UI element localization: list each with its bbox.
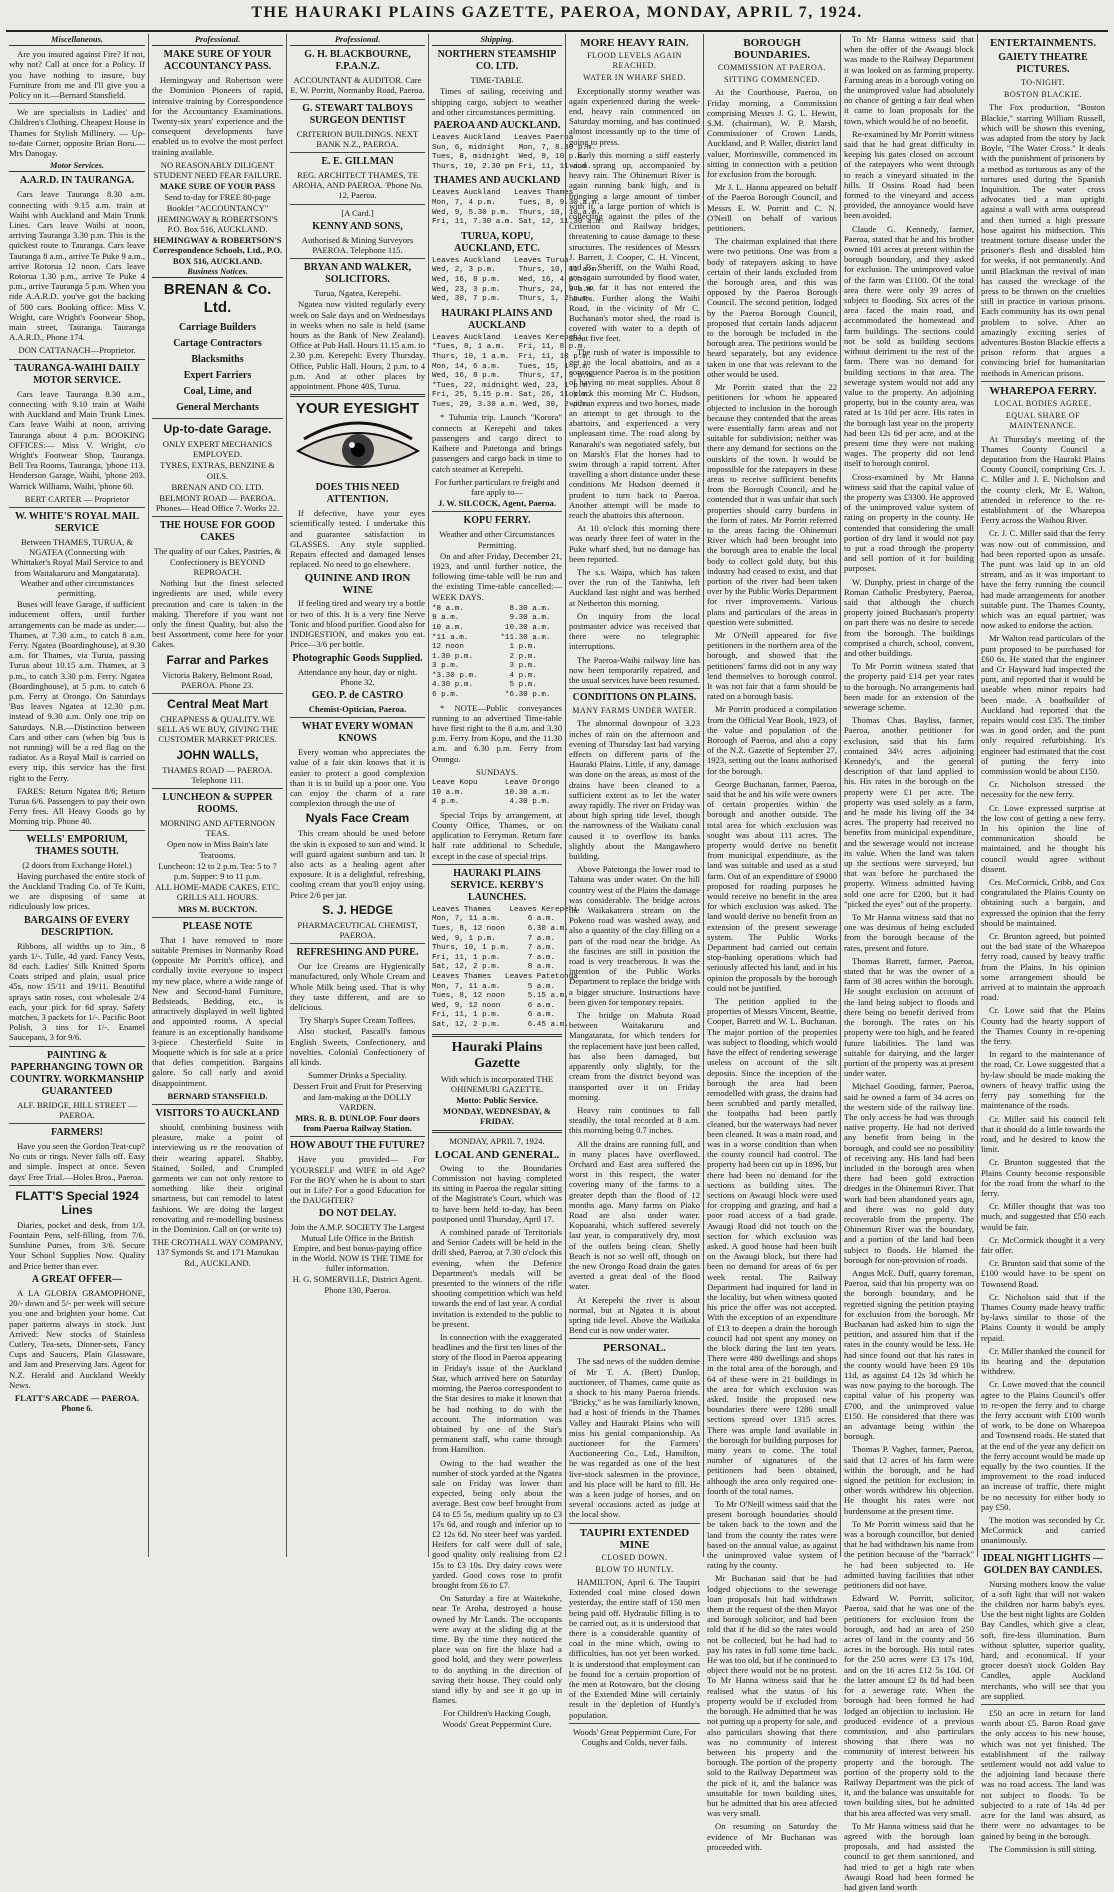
local-paragraph: On Saturday a fire at Waitekohe, near Te Aroha, destroyed a house owned by Mr Lands. The occupants were away at the sliding dig at the time. By the time they noticed the place was on fire the blaze had a good hold, and they were powerless to do anything in the direction of saving their house. They could only stand idly by and see it go up in flames.	[432, 1593, 562, 1706]
column-1	[6, 34, 148, 1557]
kopu-special: Special Trips by arrangement, at County Office, Thames, or on application to Ferryman. Return fare half rate additional to Schedule, except in the case of special trips.	[432, 809, 562, 861]
article-paragraph: Thomas Chas. Bayliss, farmer, Paeroa, another petitioner for exclusion, said that his farm contained 34½ acres adjoining Kennedy's, and the general description of that land applied to his. His rates in the borough on the property were £1 per acre. The property was used solely as a farm, and he made his living off the 34 acres. The property had received no benefits from municipal expenditure, and the sewerage would not increase its value. When the land was taken up the sections were surveyed, but that was before he purchased the property. Witness admitted having sold one acre for £200, but it had "picked the eyes" out of the property.	[844, 715, 974, 909]
gazette-nameplate: Hauraki Plains Gazette	[451, 1039, 543, 1071]
article-paragraph: The Commission is still sitting.	[989, 1843, 1097, 1854]
ad-gillman-text: REG. ARCHITECT THAMES, TE AROHA, AND PAEROA. 'Phone No. 12, Paeroa.	[292, 170, 423, 201]
ad-blackbourne-text: ACCOUNTANT & AUDITOR. Care E. W. Porritt, Normanby Road, Paeroa.	[290, 75, 425, 96]
ad-luncheon-home: ALL HOME-MADE CAKES, ETC. GRILLS ALL HOURS.	[155, 882, 280, 903]
article-paragraph: Mr Porritt stated that the 22 petitioners for whom he appeared objected to inclusion in the borough because they contended that the areas were essentially farm areas and not suitable for subdivision; neither was there any demand for sections on the outskirts of the town. It would be impossible for the ratepayers in these areas to receive sufficient benefits from the Borough Council, and he contended that it was unfair that such properties should carry burdens in the form of rates. Mr Porritt referred to the areas facing the Ohinemuri River which had been brought into the borough area to enable the local body to collect gold duty, but this industry had ceased to exist, and that portion of the river had been taken over by the Public Works Department for river improvements. Various plans and particulars of the areas in question were submitted.	[707, 382, 837, 627]
divider	[290, 717, 425, 718]
section-motor-services: Motor Services.	[9, 161, 145, 172]
divider	[152, 788, 283, 789]
article-paragraph: Cr. J. C. Miller said that the ferry was now out of commission, and had been reported upon as unsafe. The punt was laid up in an old stream, and as it was important to have the ferry running the council had made arrangements for another suitable punt. The Thames County, which was an equal partner, was now asked to endorse the action.	[981, 528, 1105, 631]
column-7	[840, 34, 977, 1892]
kopu-sundays-table: Leave Kopu Leave Orongo 10 a.m. 10.30 a.m. 4 p.m. 4.30 p.m.	[432, 779, 560, 807]
article-paragraph: HAMILTON, April 6. The Taupiri Extended coal mine closed down yesterday, the entire staff of 150 men being paid off. Hydraulic filling is to be carried out, as it is understood that there is a considerable quantity of coal in the mine which, owing to difficulties, has not yet been worked. It is understood that employment can be found for a certain proportion of the men at Rotowaro, but the closing of the Extended Mine will certainly result in the depletion of Huntly's population.	[569, 1577, 700, 1720]
section-professional: Professional.	[290, 35, 425, 46]
divider	[290, 394, 425, 397]
article-paragraph: W. Dunphy, priest in charge of the Roman Catholic Presbytery, Paeroa, said that although the church property joined Buchanan's property on part there was no desire to secede from the borough. The buildings comprised a church, school, convent, and other buildings.	[844, 576, 974, 658]
article-paragraph: Exceptionally stormy weather was again experienced during the week-end, heavy rain commenced on Saturday morning, and has continued almost incessantly up to the time of going to press.	[569, 85, 700, 147]
article-paragraph: Cr. Lowe said that the Plains County had the hearty support of the Thames County in re-opening the ferry.	[981, 1005, 1105, 1047]
article-paragraph: The chairman explained that there were two petitions. One was from a body of ratepayers asking to have certain of their lands excluded from the borough area, and this was opposed by the Paeroa Borough Council. The second petition, lodged by the Paeroa Borough Council, proposed that certain lands adjacent to the borough be included in the borough area. The petitions would be heard separately, but any evidence taken in one that was relevant to the other would be used.	[707, 236, 837, 379]
article-paragraph: The s.s. Waipa, which has taken over the run of the Taniwha, left Auckland last night and was berthed at Netherton this morning.	[569, 566, 700, 608]
divider	[152, 917, 283, 918]
ad-bryan-sub: Turua, Ngatea, Kerepehi.	[314, 288, 401, 299]
kopu-ferry-text: On and after Friday, December 21, 1923, and until further notice, the following time-table will be run and the existing Time-table cancelled:— WEEK DAYS.	[432, 550, 562, 602]
article-paragraph: Cr. Lowe expressed surprise at the low cost of getting a new ferry. In his opinion the line of communication should be maintained, and he thought his council would agree without dissent.	[981, 802, 1105, 874]
ad-tauranga-waihi-text: Cars leave Tauranga 8.30 a.m., connecting with 9.10 train at Waihi with Auckland and Main Trunk Lines. Cars leave Waihi at noon, arriving Tauranga about 4 p.m. BOOKING OFFICES:— Miss V. Wright, c/o Wright's Footwear Shop, Tauranga. Bell Tea Rooms, Tauranga, 'phone 113. Henderson Garage, Waihi, 'phone 203. Warrick Williams, Waihi, 'phone 60.	[9, 388, 145, 491]
ad-quinine-text: If feeling tired and weary try a bottle or two of this. It is a very fine Nerve Tonic and blood purifier. Good also for INDIGESTION, and makes you eat. Price—3/6 per bottle.	[290, 598, 425, 650]
ad-accountancy-name-2: HEMINGWAY & ROBERTSON'S Correspondence Schools, Ltd., P.O. BOX 516, AUCKLAND.	[152, 235, 283, 266]
article-paragraph: Mr Walton read particulars of the punt proposed to be purchased for £60 6s. He stated that the engineer and Cr Hayward had inspected the punt, and reported that it would be useable when minor repairs had been made. A boatbuilder of Auckland had reported that the repairs would cost £35. The timber was in good order, and the punt only required refurbishing. It's engineer had estimated that the cost of putting the ferry into commission would be about £150.	[981, 633, 1105, 776]
route-hauraki-table: Leaves Auckland Leaves Kerepehi *Tues, 8, 1 a.m. Fri, 11, 8 p.m. Thurs, 10, 1 a.m. Fri, 11, 10 p.m. Mon, 14, 6 a.m. Tues, 15, 1 p.m. Wed, 16, 8 p.m. Thurs, 17, 3 p.m. *Tues, 22, midnight Wed, 23, 1 p.m. Fri, 25, 5.15 p.m. Sat, 26, 11 p.m. Tues, 29, 3.30 a.m. Wed, 30, 2 p.m.	[432, 333, 597, 409]
kopu-ferry-title: KOPU FERRY.	[463, 515, 531, 527]
article-paragraph: Re-examined by Mr Porritt witness said that he had great difficulty in keeping his gates closed on account of the ratepayers who went through to reach a vineyard situated in the hills. If Ossins Road had been formed to the vineyard and access provided, the annoyance would have been avoided.	[844, 128, 974, 221]
ad-fire-insurance: Are you insured against Fire? If not, why not? Call at once for a Policy. If you have nothing to insure, buy Furniture from me and I'll give you a Policy on it.—Bernard Stansfield.	[9, 49, 145, 101]
eye-illustration-icon	[294, 421, 422, 479]
ad-drinks: Summer Drinks a Speciality.	[308, 1070, 407, 1081]
gaiety-title: GAIETY THEATRE PICTURES.	[998, 52, 1088, 75]
ad-gillman-title: E. E. GILLMAN	[321, 156, 394, 168]
ad-photo-title: Photographic Goods Supplied.	[292, 652, 423, 664]
article-ferry-sub: EQUAL SHARE OF MAINTENANCE.	[1005, 411, 1081, 431]
article-paragraph: At Kerepehi the river is about normal, but at Ngatea it is about spring tide level. Above the Waikaka Bend cut is now under water.	[569, 1294, 700, 1336]
ad-cakes-title: THE HOUSE FOR GOOD CAKES	[159, 520, 276, 544]
article-mine-title: TAUPIRI EXTENDED MINE	[579, 1526, 690, 1551]
divider	[290, 258, 425, 259]
ad-delay: DO NOT DELAY.	[318, 1208, 397, 1220]
ad-hedge-sub: PHARMACEUTICAL CHEMIST, PAEROA.	[297, 919, 418, 940]
divider	[152, 516, 283, 517]
shipping-further: For further particulars re freight and fare apply to—	[434, 476, 560, 497]
ad-visitors-title: VISITORS TO AUCKLAND	[155, 1108, 280, 1120]
ad-meat-mart-address: THAMES ROAD — PAEROA. Telephone 111.	[162, 764, 273, 785]
article-paragraph: Claude G. Kennedy, farmer, Paeroa, stated that he and his brother owned 101 acres at present within the borough boundary, and they asked for exclusion. The unimproved value of the farm was £1100. Of the total area there were only 39 acres of subject to flooding. Six acres of the area faced the main road, and accommodated the homestead and farm buildings. The sections could not be sold as building sections without detriment to the rest of the farm. There was no demand for building sections in that area. The sewerage system would not add any value to the property. An adjoining property, but in the county area, was rated at 1s 10d per acre. His rates in the borough last year on the property had been 12s 6d per acre, and at the present time they were not making wages. The property did not lend itself to borough control.	[844, 223, 974, 469]
ad-farmers-text: Have you seen the Gordon Teat-cup? No cuts or rings. Never falls off. Easy and simple. Inspect at once. Seven days' Free Trial.—Holes Bros., Paeroa.	[9, 1141, 145, 1182]
divider	[290, 1136, 425, 1137]
ad-kenny-title: KENNY AND SONS,	[312, 220, 403, 232]
route-turua-table: Leaves Auckland Leaves Turua Wed, 2, 3 p.m. Thurs, 10, 11 a.m. Wed, 16, 8 p.m. Wed, 16, 4 p.m. Wed, 23, 3 p.m. Thurs, 24, 9 a.m. Wed, 30, 7 p.m. Thurs, 1, 2 p.m.	[432, 256, 601, 304]
divider	[9, 507, 145, 508]
article-paragraph: Cr. Miller thought that was too much, and suggested that £50 each would be fair.	[981, 1201, 1105, 1232]
divider	[569, 688, 700, 689]
article-boundaries-title: BOROUGH BOUNDARIES.	[733, 37, 811, 61]
kopu-sundays: SUNDAYS.	[476, 766, 518, 777]
local-general-title: LOCAL AND GENERAL.	[434, 1148, 560, 1161]
article-paragraph: Cr. Brunton agreed, but pointed out the bad state of the Wharepoa ferry road, caused by heavy traffic from the Plains. In his opinion some arrangement should be arrived at to maintain the approach road.	[981, 931, 1105, 1003]
ad-cakes-text-2: Nothing but the finest selected ingredients are used, while every precaution and care is taken in the making. Therefore if you want not only the finest Quality, but also the best Assortment, come here for your Cakes.	[152, 578, 283, 650]
ad-garage-address: BELMONT ROAD — PAEROA. Phones— Head Office 7. Works 22.	[155, 493, 280, 514]
divider	[569, 1523, 700, 1524]
article-ferry-title: WHAREPOA FERRY.	[989, 384, 1097, 397]
ad-offer-text: A LA GLORIA GRAMOPHONE, 20/- down and 5/- per week will secure you one and brighten your home. Cut paper patterns always in stock. Just Arrived: New stocks of Stainless Cutlery, Tea-sets, Dinner-sets, Fancy Cups and Saucers, Plain Glassware, and Jam and Preserving Jars. Agent for N.Z. Herald and Auckland Weekly News.	[9, 1287, 145, 1390]
ad-tauranga-waihi-title: TAURANGA-WAIHI DAILY MOTOR SERVICE.	[14, 362, 140, 386]
article-paragraph: To Mr Hanna witness said that no one was desirous of being excluded from the borough because of the rates, present and future.	[844, 912, 974, 953]
ad-accountancy-pass: MAKE SURE OF YOUR PASS	[159, 181, 276, 192]
article-paragraph: Edward W. Porritt, solicitor, Paeroa, said that he was one of the petitioners for exclusion from the borough, and had an area of 250 acres of land in the county and 56 acres in the borough. His total rates for the 250 acres were £3 17s 10d, and on the 16 acres £12 5s 10d. Of the latter amount £2 8s 8d had been for a sewerage rate. When the borough had been formed he had lodged an objection to inclusion. He produced evidence of a previous commission, and also particulars showing that there was no community of interest between his property and the borough. The portion of the property sold to the Railway Department was the pick of it, and the balance was unsuitable for town building sites, but he admitted that his area affected was very small.	[844, 1593, 974, 1818]
article-paragraph: The Fox production, "Boston Blackie," starring William Russell, which will be shown this evening, was adapted from the story by Jack Boyle, "The Water Cross." It deals with the punishment of prisoners by a method as torturous as any of the tortures used during the Spanish Inquisition. The water cross advocates tied a man upright against a wall with arms outspread and then turned a high pressure hose against his midsection. This treatment torture disease under the prisoner's flesh and disabled him for weeks, if not permanently. And until Blackman the revival of man has caused the wreckage of the press to be thrown on the cruelties still in practice in various prisons. Each community has its own penal problem to solve. After an amazingly exciting series of adventures Boston Blackie effects a prison reform that argues a convincing brief for humanitarian methods in American prisons.	[981, 102, 1105, 378]
local-paragraph: Owing to the bad weather the number of stock yarded at the Ngatea sale on Friday was lower than expected, being only about the average. Best cow beef brought from £4 to £5 5s, medium quality up to £3 17s 6d, and rough and inferior up to £2 12s 6d. No steer beef was yarded. Heifers for calf were dull of sale, good quality only realising from £2 15s to £3 10s. Dry dairy cows were yarded. Good cows rose to profit brought from £6 to £7.	[432, 1457, 562, 1590]
route-thames-auckland-table: Leaves Auckland Leaves Thames Mon, 7, 4 p.m. Tues, 8, 9.30 a.m. Wed, 9, 5.30 p.m. Thurs, 10, 10 a.m. Fri, 11, 7.30 a.m. Sat, 12, 11.30 a.m.	[432, 189, 606, 227]
ad-notice-text: That I have removed to more suitable Premises in Normanby Road (opposite Mr Porritt's office), and cordially invite everyone to inspect my new place, where a wide range of New and Second-hand Furniture, Bedsteads, Bedding, etc., is attractively displayed in well lighted and appointed rooms. A special feature is an exceptionally handsome 3-piece Chesterfield Suite in Moquette which is for sale at a price that defies competition. Bargains galore. So call early and avoid disappointment.	[152, 934, 283, 1088]
section-miscellaneous: Miscellaneous.	[9, 35, 145, 46]
article-paragraph: Cr. Brunton suggested that the Plains County become responsible for the road from the wharf to the ferry.	[981, 1157, 1105, 1198]
kopu-ferry-note: * NOTE—Public conveyances running to an advertised Time-table have first right to the 8 a.m. and 3.30 p.m. Ferry from Kopu, and the 11.30 a.m. and 6.30 p.m. Ferry from Orongo.	[432, 702, 562, 764]
article-rain-title: MORE HEAVY RAIN.	[580, 37, 689, 49]
ad-photo-text: Attendance any hour, day or night. Phone 32.	[297, 666, 418, 687]
article-paragraph: Thomas P. Vagher, farmer, Paeroa, said that 12 acres of his farm were within the borough, and he had signed the petition for exclusion; in other words withdrew his objection. He thought his rates were not burdensome at the present time.	[844, 1444, 974, 1516]
ad-flatt-sign: FLATT'S ARCADE — PAEROA. Phone 6.	[14, 1392, 140, 1414]
divider	[9, 1185, 145, 1186]
divider	[432, 511, 562, 512]
ad-flatt-text: Diaries, pocket and desk, from 1/3. Fountain Pens, self-filling, from 7/6. Sunshine Purses, from 3/6. Secure Your School Supplies Now. Quality and Price better than ever.	[9, 1219, 145, 1271]
article-paragraph: Cr. Brunton said that some of the £100 would have to be spent on Townsend Road.	[981, 1258, 1105, 1289]
article-paragraph: £50 an acre in return for land worth about £5. Baron Road gave the only access to his new house, which was not yet finished. The establishment of the railway settlement would not add value to the adjoining land because there was no road access. The land was not subject to floods. To be subjected to a rate of 14s 4d per acre for the land was absurd, as there were no advantages to be gained by being in the borough.	[981, 1708, 1105, 1841]
article-paragraph: The petition applied to the properties of Messrs Vincent, Beattie, Cooper, Barrett and W. L. Buchanan. The major portion of the properties was subject to flooding, which would have the effect of rendering sewerage useless on account of the silt deposits. Since the inception of the borough the area had been remodelled with grass, the drains had been scrubbed and partly metalled, the footpaths had been partly cleaned, but the waterways had never been cleaned. It was a main road, and was in a worse condition than when the county council had control. The property had been cut up in 1896, but there had been no demand for the sections as building sites. The sections on Awaugi block were used for cropping and grazing, and had a poor road access of a bad grade. Awaugi Road did not touch on the section for which exclusion was asked. A good house had been built on the Awaugi block, but there had been no demand for areas of 6s per week rental. The Railway Department had inquired for land in the locality, but when witness quoted his price the offer was not accepted. With the exception of an expenditure of £13 to deepen a drain the borough council had not spent any money on the block during the last ten years. There were 480 dwellings and shops in the total area of the borough, and 64 of these were in 21 buildings in the area for which exclusion was asked. Inside the proposed new boundaries there were 1286 small sections spread over 1315 acres. There was ample land available in the borough for building purposes for many years to come. The total number of signatures of the petitioners had been obtained, although the area only required one-fourth of the total names.	[707, 996, 837, 1496]
ad-bargains-title: BARGAINS OF EVERY DESCRIPTION.	[24, 914, 130, 938]
masthead-rule	[6, 30, 1108, 32]
article-paragraph: To Mr O'Neill witness said that the present borough boundaries should be taken back to the town and the land from the county the rates were based on the annual value, as against the unimproved value system of rating by the county.	[707, 1499, 837, 1571]
section-shipping: Shipping.	[432, 35, 562, 46]
article-paragraph: At the Courthouse, Paeroa, on Friday morning, a Commission comprising Messrs J. G. L. Hewitt, S.M. (chairman), W. P. Marsh, Commissioner of Crown Lands, Auckland, and P. Waller, district land valuer, Morrinsville, commenced its sitting in connection with a petition for exclusion from the borough.	[707, 87, 837, 180]
divider	[152, 693, 283, 694]
ad-accountancy-text: Hemingway and Robertson were the Dominion Pioneers of rapid, intensive training by Correspondence for the Accountancy Examinations. Twenty-six years' experience and the consequent developments have enabled us to evolve the most perfect training available.	[152, 75, 283, 157]
kopu-ferry-table: *8 a.m. 8.30 a.m. 9 a.m. 9.30 a.m. 10 a.m. 10.30 a.m. *11 a.m. *11.30 a.m. 12 noon 1 p.m. 1.30 p.m. 2 p.m. 3 p.m. 3 p.m. *3.30 p.m. 4 p.m. 4.30 p.m. 5 p.m. 6 p.m. *6.30 p.m.	[432, 604, 551, 700]
ad-candles-text: Nursing mothers know the value of a soft light that will not waken the children nor harm baby's eyes. Use the best night lights are Golden Bay Candles, which give a clear, soft, fire-less illumination. Burn without splutter, superior quality, hard, and economical. If your grocer doesn't stock Golden Bay Candles, apple Auckland merchants, who will see that you are supplied.	[981, 1578, 1105, 1701]
article-plains-title: CONDITIONS ON PLAINS.	[572, 692, 697, 704]
ad-whites-text: Buses will leave Garage, if sufficient inducement offers, until further arrangements can be made as under:— Thames, at 7.30 a.m., to catch 8 a.m. Ferry. Ngatea (Boardinghouse), at 9.30 a.m. for Thames, via Turua, passing Turua about 10.15 a.m. Thames, at 3 p.m., to catch 3.30 p.m. Ferry. Ngatea (Boardinghouse), at 5 p.m. to catch 6 p.m. Ferry at Orongo. On Saturdays 'Bus leaves Ngatea at 12.30 p.m. instead of 9.30 a.m. Only one trip on Saturdays. N.B.—Distinction between Cars and other cars (when big 'bus is not running) will be a red flag on the radiator. As a Royal Mail is carried on every trip, this service has the first right to the Ferry.	[9, 599, 145, 783]
article-ferry-sub: LOCAL BODIES AGREE.	[994, 398, 1092, 408]
route-paeroa-auckland-title: PAEROA AND AUCKLAND.	[433, 120, 561, 132]
article-paragraph: George Buchanan, farmer, Paeroa, said that he and his wife were owners of certain properties within the borough and another outside. The total area for which exclusion was sought was about 111 acres. The property would derive no benefit from municipal expenditure, as the land was suitable and used as a stud farm. Out of an expenditure of £9000 proposed for roading purposes he would receive no benefit in the area for which exclusion was asked. The land would derive no benefit from an extension of the present sewerage system. The Public Works Department had carried out certain stop-banking operations which had seriously affected his land, and in his opinion the proposals by the borough could not be justified.	[707, 778, 837, 993]
column-2	[148, 34, 286, 1557]
ad-notice-title: PLEASE NOTE	[182, 920, 253, 932]
ad-sharp: Try Sharp's Super Cream Toffees.	[299, 1015, 416, 1026]
divider	[569, 1338, 700, 1339]
ad-brenan-line: Blacksmiths	[191, 354, 244, 366]
article-paragraph: Mr J. L. Hanna appeared on behalf of the Paeroa Borough Council, and Messrs E. W. Porritt and C. N. O'Neill on behalf of various petitioners.	[707, 182, 837, 234]
gaiety-feature: BOSTON BLACKIE.	[1003, 90, 1083, 100]
article-paragraph: On inquiry from the local postmaster advice was received that there were no telegraphic interruptions.	[569, 610, 700, 652]
ad-eyesight-title: YOUR EYESIGHT	[295, 400, 420, 418]
ad-future-title: HOW ABOUT THE FUTURE?	[290, 1140, 425, 1152]
ad-accountancy-name: HEMINGWAY & ROBERTSON'S P.O. Box 516, AUCKLAND.	[157, 213, 278, 235]
article-paragraph: On resuming on Saturday the evidence of Mr Buchanan was proceeded with.	[707, 1821, 837, 1852]
gazette-date: MONDAY, APRIL 7, 1924.	[449, 1135, 545, 1146]
ad-meat-mart-title: Central Meat Mart	[167, 696, 268, 711]
ad-sweets: Also stocked, Pascall's famous English Sweets, Confectionery, and novelties. Colonial Confectionery of all kinds.	[290, 1026, 425, 1067]
gazette-sub: With which is incorporated THE OHINEMURI GAZETTE.	[440, 1073, 554, 1094]
ad-visitors-text: should, combining business with pleasure, make a point of interviewing us re the renovation of their wearing apparel. Shabby, Stained, Soiled, and Crumpled garments we can not only restore to something like their original smartness, but can remodel to latest fashions. We are doing the largest renovating and re-modelling business in the Dominion. Call on (or write to)	[152, 1122, 283, 1235]
article-paragraph: In regard to the maintenance of the road, Cr. Lowe suggested that a by-law should be made making the owners of heavy traffic using the ferry pay something for the maintenance of the roads.	[981, 1049, 1105, 1111]
article-boundaries-sub: SITTING COMMENCED.	[723, 75, 821, 85]
shipping-timetable-label: TIME-TABLE.	[470, 75, 524, 86]
ad-luncheon-name: MRS M. BUCKTON.	[177, 903, 258, 914]
ad-offer-title: A GREAT OFFER—	[31, 1273, 123, 1285]
ad-candles-title: IDEAL NIGHT LIGHTS — GOLDEN BAY CANDLES.	[982, 1552, 1104, 1576]
divider	[981, 1549, 1105, 1550]
route-paeroa-auckland-table: Leaves Auckland Leaves Paeroa Sun, 6, midnight Mon, 7, 8.30 p.m. Tues, 8, midnight Wed, 9, 10 p.m. Thurs, 10, 2.30 pm Fri, 11, 11 a.m.	[432, 134, 597, 171]
entertainments-title: ENTERTAINMENTS.	[989, 37, 1097, 49]
local-paragraph: A combined parade of Territorials and Senior Cadets will be held in the drill shed, Paeroa, at 7.30 o'clock this evening, when the Defence Department's medals will be presented to the winners of the rifle shooting competition which was held towards the end of last year. A cordial invitation is extended to the public to be present.	[432, 1227, 562, 1329]
article-paragraph: Mr O'Neill appeared for five petitioners in the northern area of the borough, and showed that the petitioners' farms did not in any way lend themselves to borough control. It was not fair that a farm should be rated on a borough basis.	[707, 629, 837, 702]
article-paragraph: To Mr Porritt witness said that he was a borough councillor, but denied that he had withdrawn his name from the petition because of the "barrack" he had been subjected to. He admitted having facilities that other petitioners did not have.	[844, 1518, 974, 1591]
article-paragraph: Mr Buchanan said that he had lodged objections to the sewerage loan proposals but had withdrawn them at the request of the then Mayor and borough solicitor, and had been told that if he did so the rates would not be collected, but he had had to pay his rates in full some time back. He was too old, but if he continued to object there would not be no protest. To Mr Hanna witness said that he realised what the status of his property would be if excluded from the borough. He admitted that he was not putting up a property for sale, and also particulars showing that there was no community of interest between his property and the borough. The portion of the property sold to the Railway Department was the pick of it, and the balance was unsuitable for town building sites, but he admitted that his area affected was very small.	[707, 1573, 837, 1819]
ad-dessert: Dessert Fruit and Fruit for Preserving and Jam-making at the DOLLY VARDEN.	[292, 1081, 423, 1112]
ad-woods: Woods' Great Peppermint Cure, For Coughs and Colds, never fails.	[572, 1726, 697, 1748]
column-3	[286, 34, 428, 1557]
divider	[432, 864, 562, 865]
divider	[9, 1046, 145, 1047]
ad-children-cough: For Children's Hacking Cough, Woods' Great Peppermint Cure.	[442, 1708, 552, 1729]
ad-wells-text: Having purchased the entire stock of the Auckland Trading Co. of Te Kuiti, we are disposing of same at ridiculously low prices.	[9, 870, 145, 912]
ad-refresh-text: Our Ice Creams are Hygienically manufactured, only Whole Cream and Whole Milk being used. That is why they taste different, and are so delicious.	[290, 961, 425, 1012]
route-thames-auckland-title: THAMES AND AUCKLAND	[433, 175, 561, 187]
ad-garage-text: ONLY EXPERT MECHANICS EMPLOYED.	[162, 439, 273, 460]
divider	[9, 830, 145, 831]
ad-refresh-title: REFRESHING AND PURE.	[296, 947, 419, 959]
article-rain-sub: WATER IN WHARF SHED.	[583, 73, 686, 83]
column-5	[565, 34, 703, 1748]
ad-eyesight-text: If defective, have your eyes scientifically tested. I undertake this and guarantee satisfaction in GLASSES. Any style supplied. Repairs effected and damaged lenses replaced. No need to go elsewhere.	[290, 508, 425, 570]
article-paragraph: At 10 o'clock this morning there was nearly three feet of water in the Puke wharf shed, but no damage has been reported.	[569, 523, 700, 564]
gazette-days: MONDAY, WEDNESDAY, & FRIDAY.	[443, 1106, 551, 1127]
local-paragraph: Owing to the Boundaries Commission not having completed its sitting in Paeroa the regular sitting of the Magistrate's Court, which was to have been held to-day, has been postponed until Thursday, April 17.	[432, 1162, 562, 1224]
ad-garage-name: BRENAN AND CO. LTD.	[171, 481, 264, 492]
ad-card: [A Card.]	[341, 207, 374, 218]
ad-bargains-text: Ribbons, all widths up to 3in., 8 yards 1/-. Tulle, 4d yard. Fancy Vests, 8d each. Ladies' Silk Knitted Sports Coats striped and plain, usual price 45s, now 15/11 and 19/11. Beautiful sprays satin roses, cost wholesale 2/4 each, your pick for 6d spray. Safety matches, 3 packets for 1/-. Pacific Boot Polish, 3 tins for 1/-. Enamel Saucepans, 3 for 9/6.	[9, 940, 145, 1043]
article-paragraph: Thomas Barrett, farmer, Paeroa, stated that he was the owner of a farm of 38 acres within the borough. He sought exclusion on account of the land being subject to floods and there being no benefit derived from the borough. The rates on his property were too high, and he feared future liabilities. The land was suitable for dairying, and the larger portion of the property was at present under water.	[844, 955, 974, 1079]
ad-nyals-text: This cream should be used before the skin is exposed to sun and wind. It will guard against sunburn and tan. It also acts as a healing agent after exposure. It is a delightful, refreshing, cooling cream that you'll enjoy using. Price 2/6 per jar.	[290, 828, 425, 900]
ad-farmers-title: FARMERS!	[50, 1127, 104, 1139]
ad-woman-title: WHAT EVERY WOMAN KNOWS	[301, 721, 414, 745]
article-paragraph: Above Patetonga the lower road to Tahuna was under water. On the hill country west of the Plains the damage was considerable. The bridge across the Waikakatrera stream on the Pokeno road was washed away, and also a quantity of the clay filling on a part of the road near the bridge. As the fascines are still in position the road is very treacherous. It was the intention of the Public Works Department to replace the bridge with a bigger structure. Instructions have been given for temporary repairs.	[569, 864, 700, 1007]
article-paragraph: To Mr Porritt witness stated that the property paid £14 per year rates to the borough. No arrangements had been made for an extension of the sewerage scheme.	[844, 661, 974, 712]
article-paragraph: At Thursday's meeting of the Thames County Council a deputation from the Hauraki Plains County Council, comprising Crs. J. C. Miller and J. E. Nicholson and the county clerk, Mr E. Walton, attended in reference to the re-establishment of the Wharepoa Ferry across the Waihou River.	[981, 433, 1105, 526]
ad-meat-mart-text: CHEAPNESS & QUALITY. WE SELL AS WE BUY, GIVING THE CUSTOMER MARKET PRICES.	[157, 713, 278, 745]
ad-hedge-title: S. J. HEDGE	[322, 902, 393, 917]
gaiety-tonight: TO-NIGHT.	[1021, 78, 1065, 87]
ad-whites-title: W. WHITE'S ROYAL MAIL SERVICE	[14, 510, 140, 534]
ad-flatt-title: FLATT'S Special 1924 Lines	[15, 1188, 139, 1217]
article-paragraph: Mr Porritt produced a compilation from the Official Year Book, 1923, of the value and population of the Borough of Paeroa, and also a copy of the N.Z. Gazette of September 27, 1923, setting out the loans authorised for the borough.	[707, 704, 837, 776]
ad-brenan-line: General Merchants	[176, 402, 259, 414]
ad-amp: Join the A.M.P. SOCIETY The Largest Mutual Life Office in the British Empire, and best bonus-paying office in the World. NOW IS THE TIME for fuller information.	[290, 1222, 425, 1274]
ad-wells-sub: (2 doors from Exchange Hotel.)	[22, 859, 132, 870]
ad-notice-name: BERNARD STANSFIELD.	[167, 1090, 268, 1101]
article-paragraph: Crs. McCormick, Cribb, and Cox congratulated the Plains County on obtaining such a bargain, and expressed the opinion that the ferry should be maintained.	[981, 877, 1105, 928]
divider	[152, 418, 283, 419]
kopu-ferry-sub: Weather and other Circumstances Permitting.	[439, 529, 555, 550]
ad-future-text: Have you provided— For YOURSELF and WIFE in old Age? For the BOY when he is about to start out in Life? For a good Education for the DAUGHTER?	[290, 1154, 425, 1206]
ad-garage-title: Up-to-date Garage.	[163, 422, 272, 437]
ad-tauranga-waihi-proprietor: BERT CARTER — Proprietor	[24, 493, 130, 504]
ad-painting-name: ALF. BRIDGE, HILL STREET — PAEROA.	[17, 1099, 137, 1120]
article-paragraph: To Mr Hanna witness said that when the offer of the Awaugi block was made to the Railway Department it was looked on as farming property. Farming areas in a borough voting on the unimproved value had absolutely no chance of getting a fair deal when it came to loan proposals for the town, which would be of no benefit.	[844, 34, 974, 126]
ad-castro-name: GEO. P. de CASTRO	[311, 689, 404, 701]
divider	[9, 359, 145, 360]
article-paragraph: The sad news of the sudden demise of Mr T. A. (Bert) Dunlop, auctioneer, of Thames, came quite as a shock to his many Paeroa friends. "Bricky," as he was familiarly known, had a host of friends in the Thames Valley and Hauraki Plains who will miss his genial companionship. As auctioneer for the Farmers' Auctioneering Co., Ltd., Hamilton, he was regarded as one of the best live-stock salesmen in the province, and his place will be hard to fill. He was a keen judge of horses, and on several occasions acted as judge at the local show.	[569, 1356, 700, 1520]
ad-quinine-title: QUININE AND IRON WINE	[304, 572, 411, 597]
ad-farrar-title: Farrar and Parkes	[166, 652, 269, 667]
ad-ladies-clothing: We are specialists in Ladies' and Children's Clothing. Cheapest House in Thames for Stylish Millinery. — Up-to-date Corner, opposite Brian Boru.—Mrs Danogay.	[9, 107, 145, 159]
ad-bryan-text: Ngatea now visited regularly every week on Sale days and on Wednesdays in weeks when no sale is held (same hours as the Bank of New Zealand). Office at Pub Hall. Hours 11.15 a.m. to 2.30 p.m. Kerepehi: Every Thursday. Office, Public Hall. Hours, 2 p.m. to 4 p.m. And at other places by appointment. Phone 40S, Turua.	[290, 299, 425, 392]
article-paragraph: The bridge on Mahuta Road between Waitakaruru and Mangatarata, for which tenders for the replacement have just been called, has also been damaged, but apparently only slightly, for the cream from the district beyond was transported over it on Friday morning.	[569, 1010, 700, 1102]
local-paragraph: In connection with the exaggerated headlines and the first ten lines of the story of the flood in Paeroa appearing in Friday's issue of the Auckland Star, which arrived here on Saturday morning, the Paeroa correspondent to the Star desires to make it known that he had nothing to do with the account. The information was obtained by one of the Star's permanent staff, who came through from Hamilton.	[432, 1332, 562, 1455]
ad-eyesight-heading: DOES THIS NEED ATTENTION.	[315, 482, 400, 506]
article-paragraph: Cr. Miller said his council felt that it should do a little towards the road, and he desired to know the limit.	[981, 1113, 1105, 1155]
gazette-motto: Motto: Public Service.	[456, 1095, 538, 1106]
ad-wells-title: WELLS' EMPORIUM, THAMES SOUTH.	[26, 833, 128, 857]
article-mine-sub: CLOSED DOWN.	[601, 1552, 668, 1562]
ad-whites-between: Between THAMES, TURUA, & NGATEA (Connecting with Whittaker's Royal Mail Service to and from Waitakaruru and Mangatarata). Weather and other circumstances permitting.	[11, 536, 143, 598]
divider	[432, 1034, 562, 1037]
ad-nyals-title: Nyals Face Cream	[305, 811, 410, 826]
divider	[290, 204, 425, 205]
ad-farrar-text: Victoria Bakery, Belmont Road, PAEROA. Phone 23.	[162, 669, 273, 690]
divider	[9, 103, 145, 104]
ad-cakes-text: The quality of our Cakes, Pastries, & Confectionery is BEYOND REPROACH.	[153, 546, 282, 577]
shipping-agent: J. W. SILCOCK, Agent, Paeroa.	[437, 498, 557, 509]
article-paragraph: Cr. McCormick thought it a very fair offer.	[981, 1234, 1105, 1255]
column-4	[428, 34, 606, 1729]
ad-luncheon-text: MORNING AND AFTERNOON TEAS.	[159, 817, 276, 839]
ad-aard-title: A.A.R.D. IN TAURANGA.	[19, 175, 135, 187]
article-paragraph: Cr. Lowe moved that the council agree to the Plains Council's offer to re-open the ferry and to charge the ferry account with £100 worth of work, to be done on Wharepoa and Townsend roads. He stated that at the end of the year any deficit on the ferry account would be made up equally by the two counties. If the improvement to the road induced an increase of traffic, there might be no necessity for either body to pay £50.	[981, 1379, 1105, 1512]
ad-brenan-line: Expert Farriers	[183, 370, 252, 382]
divider	[290, 152, 425, 153]
article-paragraph: Cr. Miller thanked the council for its hearing and the deputation withdrew.	[981, 1345, 1105, 1377]
article-paragraph: Cr. Nicholson said that if the Thames County made heavy traffic by-laws similar to those of the Plains County it would be amply repaid.	[981, 1291, 1105, 1343]
article-mine-sub: BLOW TO HUNTLY.	[595, 1564, 674, 1574]
ad-kenny-text: Authorised & Mining Surveyors PAEROA. Telephone 115.	[301, 234, 414, 256]
article-paragraph: The Paeroa-Waihi railway line has now been temporarily repaired, and the usual services have been resumed.	[569, 654, 700, 685]
ad-accountancy-booklet: Send to-day for FREE 80-page Booklet "ACCOUNTANCY"	[164, 192, 271, 213]
shipping-company: NORTHERN STEAMSHIP CO. LTD.	[437, 49, 557, 73]
column-6	[703, 34, 840, 1852]
article-personal-title: PERSONAL.	[603, 1342, 666, 1355]
launches-table: Leaves Thames Leaves Kerepehi Mon, 7, 11 a.m. 6 a.m. Tues, 8, 12 noon 6.30 a.m. Wed, 9, 1 p.m. 7 a.m. Thurs, 10, 1 p.m. 7 a.m. Fri, 11, 1 p.m. 7 a.m. Sat, 12, 2 p.m. 8 a.m. Leaves Thames Leaves Patetonga Mon, 7, 11 a.m. 5 a.m. Tues, 8, 12 noon 5.15 a.m. Wed, 9, 12 noon 6 a.m. Fri, 11, 1 p.m. 6 a.m. Sat, 12, 2 p.m. 6.45 a.m.	[432, 905, 578, 1030]
article-paragraph: Early this morning a stiff easterly wind sprang up, accompanied by heavy rain. The Ohinemuri River is again running bank high, and is bringing a large amount of timber with it, a large portion of which is collecting against the piles of the Criterion and Railway bridges, threatening to cause damage to these structures. The residences of Messrs J. Barrett, J. Cooper, C. H. Vincent, and B. Sheriff, on the Waihi Road, are again surrounded by flood water, but so far it has not entered the houses. Further along the Waihi Road, in the vicinity of Mr C. Buchanan's motor shed, the road is covered with water to a depth of about five feet.	[569, 149, 700, 344]
article-paragraph: To Mr Hanna witness said that he agreed with the borough loan proposals, and had assisted the council to get them sanctioned, and had tried to get a high rate when Awaugi Road had been formed he had given land worth	[844, 1820, 974, 1892]
ad-meat-mart-name: JOHN WALLS,	[176, 747, 259, 762]
article-paragraph: All the drains are running full, and in many places have overflowed. Orchard and East area suffered the worst in this respect, the water covering many of the farms to a greater depth than the flood of 12 months ago. Many farms on Piako Road are also under water. Kopuarahi, which suffered severely last year, is comparatively dry, most of the outlets being clean. Shelly Beach is not so well off, though on the new Orongo Road drain the gates averted a great deal of the flood water.	[569, 1138, 700, 1292]
ad-aard-text: Cars leave Tauranga 8.30 a.m. connecting with 9.15 a.m. train at Waihi with Auckland and Main Trunk Lines. Cars leave Waihi at noon, arriving Tauranga 3.30 p.m. This is the quickest route to Tauranga. Cars leave Tauranga 8 a.m., arrive Te Puke 9 a.m., arrive Rotorua 12 noon. Cars leave Rotorua 1.30 p.m., arrive Te Puke 4 p.m., arrive Tauranga 5 p.m. When you ride A.A.R.D. you've got the backing of 500 cars. Booking office: Miss V. Wright, care Wright's Footwear Shop, main street, Tauranga. Tauranga A.A.R.D., Phone 174.	[9, 189, 145, 343]
shipping-intro: Times of sailing, receiving and shipping cargo, subject to weather and other circumstances permitting.	[432, 86, 562, 117]
launches-title: HAURAKI PLAINS SERVICE. KERBY'S LAUNCHES.	[450, 867, 544, 903]
ad-brenan-title: BRENAN & Co. Ltd.	[163, 281, 272, 317]
article-paragraph: Cross-examined by Mr Hanna witness said that the capital value of the property was £3300. He approved of the unimproved value system of rating on property in the county. He contended that considering the small portion of dry land it would not pay to put a road through the property and sell portion of it for building purposes.	[844, 471, 974, 574]
article-paragraph: Cr. Nicholson stressed the necessity for the new ferry.	[981, 779, 1105, 800]
masthead: THE HAURAKI PLAINS GAZETTE, PAEROA, MONDAY, APRIL 7, 1924.	[251, 4, 863, 21]
ad-castro-sub: Chemist-Optician, Paeroa.	[308, 703, 407, 714]
article-rain-sub: FLOOD LEVELS AGAIN REACHED.	[587, 51, 682, 71]
ad-brenan-line: Coal, Lime, and	[183, 386, 252, 398]
article-paragraph: The rush of water is impossible to get to the local abattoirs, and as a consequence Paeroa is in the position of having no meat supplies. About 8 o'clock this morning Mr C. Hudson, with an express and two horses, made an attempt to get through to the abattoirs, and experienced a very unpleasant time. The road along by Ranarahi's was negotiated safely, but on Marsh's Flat the horses had to swim through a rapid torrent. After travelling a short distance under these conditions Mr Hudson deemed it prudent to turn back to Paeroa. Another attempt will be made to reach the abattoirs this afternoon.	[569, 346, 700, 520]
divider	[9, 1123, 145, 1124]
ad-brenan-line: Carriage Builders	[179, 322, 256, 334]
ad-brenan-line: Cartage Contractors	[173, 338, 262, 350]
article-paragraph: Angus McE. Duff, quarry foreman, Paeroa, said that his property was on the borough boundary, and he regretted signing the petition praying for exclusion from the borough. Mr Buchanan had asked him to sign the petition, and assured him that if the rates in the county would be less. He had since found out that his rates in the county would have been £9 10s 11d, as against £4 12s 3d which he was now paying to the borough. The capital value of his property was £700, and the unimproved value £150. He considered that there was an advantage being within the borough.	[844, 1267, 974, 1442]
section-professional: Professional.	[152, 35, 283, 46]
ad-garage-tyres: TYRES, EXTRAS, BENZINE & OILS.	[160, 460, 275, 481]
ad-aard-proprietor: DON CATTANACH—Proprietor.	[18, 345, 136, 356]
route-turua-title: TURUA, KOPU, AUCKLAND, ETC.	[454, 230, 540, 254]
ad-visitors-name: THE CROTHALL WAY COMPANY, 137 Symonds St. and 171 Manukau Rd., AUCKLAND.	[152, 1237, 283, 1268]
divider	[432, 1130, 562, 1133]
divider	[290, 943, 425, 944]
route-hauraki-title: HAURAKI PLAINS AND AUCKLAND	[441, 307, 553, 331]
article-paragraph: The abnormal downpour of 3.23 inches of rain on the afternoon and evening of Thursday last had varying effects on different parts of the Hauraki Plains. Little, if any, damage was done on the areas, as most of the drains have been cleaned to a sufficient extent as to let the water away rapidly. The river on Friday was about high spring tide level, though the narrowness of the Waikatu canal caused it to overflow its banks slightly about the Mangawhero building.	[569, 718, 700, 862]
article-paragraph: Heavy rain continues to fall steadily, the total recorded at 8 a.m. this morning being 0.7 inches.	[569, 1104, 700, 1136]
ad-luncheon-times: Luncheon: 12 to 2 p.m. Tea: 5 to 7 p.m. Supper: 9 to 11 p.m.	[158, 860, 277, 881]
ad-woman-text: Every woman who appreciates the value of a fair skin knows that it is easier to protect a good complexion than it is to build up a poor one. You can enjoy the charm of a rare complexion through the use of	[290, 747, 425, 809]
divider	[152, 1104, 283, 1105]
divider	[569, 1723, 700, 1724]
article-boundaries-sub: COMMISSION AT PAEROA.	[717, 63, 827, 72]
column-8	[977, 34, 1108, 1854]
ad-bryan-title: BRYAN AND WALKER, SOLICITORS.	[303, 262, 412, 286]
divider	[981, 1704, 1105, 1705]
ad-blackbourne-title: G. H. BLACKBOURNE, F.P.A.N.Z.	[304, 49, 411, 73]
ad-painting-title: PAINTING & PAPERHANGING TOWN OR COUNTRY. WORKMANSHIP GUARANTEED	[9, 1049, 145, 1097]
article-paragraph: The motion was seconded by Cr. McCormick and carried unanimously.	[981, 1515, 1105, 1546]
divider	[981, 381, 1105, 382]
ad-talboys-title: G. STEWART TALBOYS SURGEON DENTIST	[302, 102, 413, 126]
ad-dunlop: MRS. R. B. DUNLOP. Four doors from Paeroa Railway Station.	[295, 1113, 420, 1134]
ad-luncheon-open: Open now in Miss Bain's late Tearooms.	[166, 839, 269, 860]
route-hauraki-note: * Tuhunia trip. Launch "Korora" connects at Kerepehi and takes passengers and cargo direct to Kaihere and Patetonga and brings passengers and cargo back in time to catch steamer at Kerepehi.	[432, 412, 562, 474]
section-business-notices: Business Notices.	[152, 267, 283, 278]
ad-talboys-address: CRITERION BUILDINGS. NEXT BANK N.Z., PAEROA.	[296, 128, 419, 149]
ad-whites-fares: FARES: Return Ngatea 8/6; Return Turua 6/6. Passengers to pay their own Ferry fees. All Heavy Goods go by Morning trip. Phone 40.	[9, 785, 145, 827]
ad-accountancy-title: MAKE SURE OF YOUR ACCOUNTANCY PASS.	[163, 49, 272, 73]
ad-accountancy-fail: NO REASONABLY DILIGENT STUDENT NEED FEAR FAILURE.	[153, 159, 282, 181]
ad-amp-name: H. G. SOMERVILLE, District Agent. Phone 130, Paeroa.	[292, 1274, 423, 1295]
divider	[290, 99, 425, 100]
ad-luncheon-title: LUNCHEON & SUPPER ROOMS.	[162, 791, 273, 815]
article-paragraph: Michael Gooding, farmer, Paeroa, said he owned a farm of 34 acres on the western side of the railway line. The only access he had was through native property. He had not derived any benefit from being in the borough, and could see no possibility of receiving any. His land had been included in the borough area when there had been gold extraction dredges in the Ohinemuri River. That work had been abandoned years ago, and there was no gold duty recoverable from the property. The Ohinemuri River was the boundary, and a portion of the land had been subject to floods. He blamed the borough for non-provision of roads.	[844, 1081, 974, 1265]
article-plains-sub: MANY FARMS UNDER WATER.	[572, 706, 697, 716]
